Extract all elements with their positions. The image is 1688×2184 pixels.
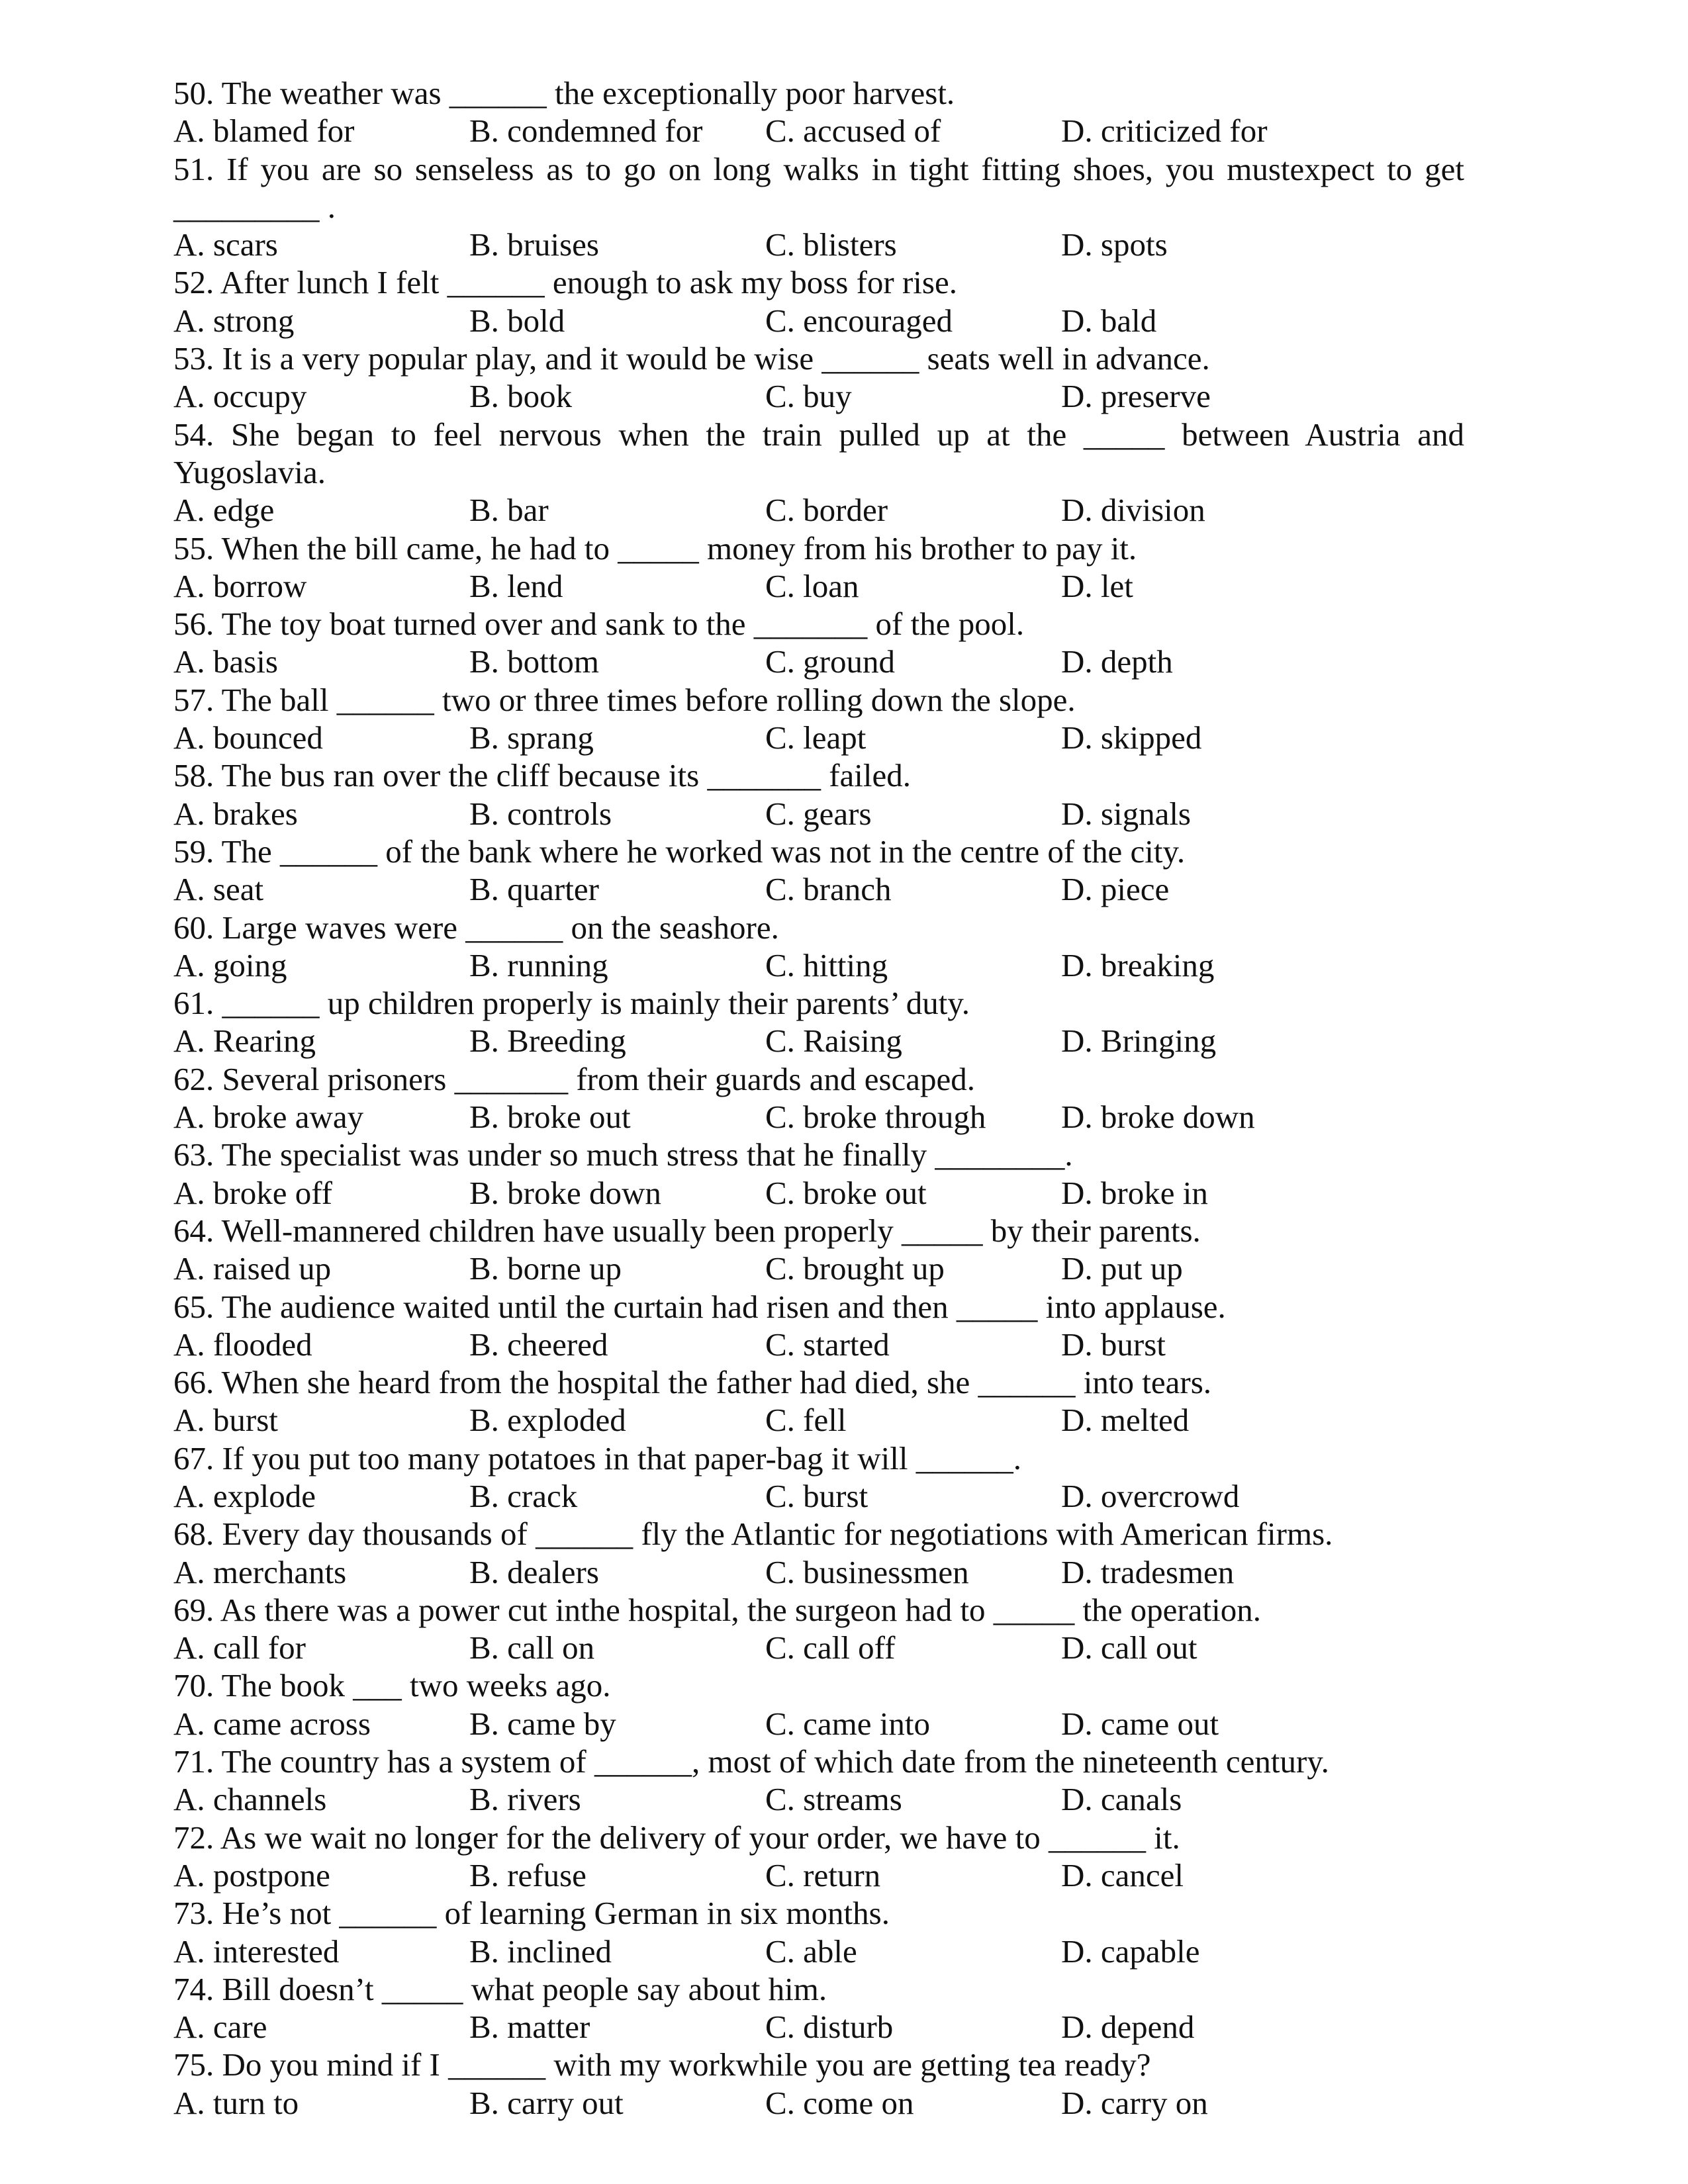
- answer-option-a: A. postpone: [173, 1856, 330, 1893]
- answer-options: [173, 302, 1464, 340]
- question-50: [173, 74, 1464, 150]
- answer-option-a: A. Rearing: [173, 1023, 316, 1060]
- exercise-page: [173, 74, 1464, 2122]
- question-71: [173, 1743, 1464, 1819]
- answer-option-b: B. controls: [469, 795, 612, 832]
- answer-option-c: C. burst: [765, 1477, 868, 1514]
- answer-option-b: B. lend: [469, 567, 563, 604]
- answer-options: [173, 491, 1464, 529]
- answer-option-c: C. buy: [765, 378, 852, 415]
- answer-option-d: D. burst: [1061, 1326, 1166, 1363]
- answer-option-d: D. signals: [1061, 795, 1191, 832]
- answer-options: [173, 1629, 1464, 1666]
- answer-option-b: B. quarter: [469, 871, 599, 908]
- answer-option-b: B. bar: [469, 492, 549, 529]
- answer-option-a: A. going: [173, 946, 287, 983]
- answer-option-a: A. explode: [173, 1477, 316, 1514]
- answer-options: [173, 1705, 1464, 1743]
- answer-option-b: B. exploded: [469, 1402, 626, 1439]
- question-stem: 65. The audience waited until the curtain had risen and then _____ into applause.: [173, 1288, 1226, 1325]
- question-stem: 61. ______ up children properly is mainly their parents’ duty.: [173, 985, 970, 1022]
- answer-option-d: D. canals: [1061, 1781, 1182, 1818]
- answer-option-c: C. blisters: [765, 226, 897, 263]
- answer-option-a: A. borrow: [173, 567, 307, 604]
- answer-option-d: D. preserve: [1061, 378, 1211, 415]
- answer-option-c: C. broke out: [765, 1174, 927, 1211]
- answer-option-b: B. rivers: [469, 1781, 581, 1818]
- question-70: [173, 1666, 1464, 1743]
- question-69: [173, 1591, 1464, 1667]
- answer-option-c: C. hitting: [765, 946, 888, 983]
- question-stem: 73. He’s not ______ of learning German in six months.: [173, 1895, 890, 1932]
- answer-option-a: A. brakes: [173, 795, 298, 832]
- answer-option-a: A. strong: [173, 302, 295, 339]
- answer-option-a: A. turn to: [173, 2084, 299, 2121]
- answer-option-c: C. fell: [765, 1402, 847, 1439]
- question-stem: 70. The book ___ two weeks ago.: [173, 1667, 611, 1704]
- answer-option-c: C. border: [765, 492, 888, 529]
- answer-option-c: C. Raising: [765, 1023, 902, 1060]
- answer-option-a: A. raised up: [173, 1250, 332, 1287]
- answer-options: [173, 377, 1464, 415]
- question-stem: 67. If you put too many potatoes in that paper-bag it will ______.: [173, 1439, 1021, 1477]
- answer-option-c: C. started: [765, 1326, 890, 1363]
- question-stem: 53. It is a very popular play, and it would be wise ______ seats well in advance.: [173, 340, 1210, 377]
- question-stem: 56. The toy boat turned over and sank to the _______ of the pool.: [173, 606, 1025, 643]
- answer-option-d: D. cancel: [1061, 1856, 1184, 1893]
- answer-options: [173, 643, 1464, 680]
- question-stem: 54. She began to feel nervous when the train pulled up at the _____ between Austria and: [173, 416, 1464, 453]
- question-51: [173, 150, 1464, 264]
- question-65: [173, 1288, 1464, 1364]
- answer-options: [173, 112, 1464, 150]
- question-60: [173, 909, 1464, 985]
- answer-option-b: B. cheered: [469, 1326, 608, 1363]
- answer-options: [173, 1780, 1464, 1818]
- question-53: [173, 340, 1464, 416]
- answer-option-d: D. put up: [1061, 1250, 1183, 1287]
- answer-options: [173, 1098, 1464, 1136]
- answer-option-c: C. gears: [765, 795, 872, 832]
- answer-option-b: B. running: [469, 946, 608, 983]
- answer-option-c: C. accused of: [765, 113, 941, 150]
- answer-option-d: D. melted: [1061, 1402, 1190, 1439]
- answer-option-b: B. call on: [469, 1629, 595, 1666]
- answer-option-b: B. came by: [469, 1705, 616, 1742]
- answer-option-a: A. occupy: [173, 378, 307, 415]
- answer-option-a: A. broke off: [173, 1174, 332, 1211]
- question-66: [173, 1363, 1464, 1439]
- answer-option-a: A. flooded: [173, 1326, 312, 1363]
- question-stem: 52. After lunch I felt ______ enough to ask my boss for rise.: [173, 264, 957, 301]
- answer-options: [173, 1250, 1464, 1287]
- answer-option-b: B. sprang: [469, 719, 594, 756]
- answer-option-d: D. depth: [1061, 643, 1173, 680]
- question-stem: 71. The country has a system of ______, most of which date from the nineteenth century.: [173, 1743, 1329, 1780]
- answer-options: [173, 946, 1464, 984]
- answer-options: [173, 870, 1464, 908]
- answer-option-b: B. bruises: [469, 226, 599, 263]
- answer-option-b: B. condemned for: [469, 113, 703, 150]
- answer-option-d: D. division: [1061, 492, 1205, 529]
- question-stem: 62. Several prisoners _______ from their guards and escaped.: [173, 1060, 976, 1097]
- answer-option-c: C. encouraged: [765, 302, 953, 339]
- answer-options: [173, 2008, 1464, 2046]
- answer-option-b: B. refuse: [469, 1856, 586, 1893]
- answer-option-a: A. came across: [173, 1705, 371, 1742]
- answer-option-d: D. tradesmen: [1061, 1553, 1235, 1590]
- answer-option-d: D. capable: [1061, 1933, 1200, 1970]
- answer-option-a: A. merchants: [173, 1553, 347, 1590]
- question-61: [173, 984, 1464, 1060]
- question-57: [173, 681, 1464, 757]
- answer-option-b: B. broke out: [469, 1099, 631, 1136]
- answer-option-b: B. inclined: [469, 1933, 612, 1970]
- question-stem: 68. Every day thousands of ______ fly the Atlantic for negotiations with American firms.: [173, 1516, 1333, 1553]
- question-stem: 50. The weather was ______ the exceptionally poor harvest.: [173, 75, 955, 111]
- answer-option-c: C. streams: [765, 1781, 902, 1818]
- answer-option-d: D. piece: [1061, 871, 1170, 908]
- question-stem: 51. If you are so senseless as to go on long walks in tight fitting shoes, you mustexpect to get: [173, 150, 1464, 187]
- answer-option-d: D. spots: [1061, 226, 1168, 263]
- answer-option-d: D. breaking: [1061, 946, 1215, 983]
- question-stem: 55. When the bill came, he had to _____ money from his brother to pay it.: [173, 529, 1137, 567]
- answer-option-b: B. carry out: [469, 2084, 624, 2121]
- answer-option-b: B. matter: [469, 2009, 590, 2046]
- answer-options: [173, 719, 1464, 756]
- answer-options: [173, 2084, 1464, 2122]
- answer-option-c: C. broke through: [765, 1099, 986, 1136]
- question-56: [173, 605, 1464, 681]
- answer-options: [173, 567, 1464, 605]
- answer-option-c: C. ground: [765, 643, 895, 680]
- answer-options: [173, 1326, 1464, 1363]
- question-72: [173, 1819, 1464, 1895]
- answer-option-c: C. disturb: [765, 2009, 894, 2046]
- answer-option-b: B. broke down: [469, 1174, 661, 1211]
- question-58: [173, 756, 1464, 833]
- answer-option-d: D. bald: [1061, 302, 1157, 339]
- answer-options: [173, 795, 1464, 833]
- answer-option-d: D. carry on: [1061, 2084, 1208, 2121]
- question-63: [173, 1136, 1464, 1212]
- question-stem-continued: _________ .: [173, 188, 336, 225]
- answer-options: [173, 1022, 1464, 1060]
- question-67: [173, 1439, 1464, 1516]
- answer-option-d: D. Bringing: [1061, 1023, 1217, 1060]
- question-stem: 57. The ball ______ two or three times before rolling down the slope.: [173, 681, 1076, 718]
- answer-option-b: B. dealers: [469, 1553, 599, 1590]
- answer-option-d: D. came out: [1061, 1705, 1219, 1742]
- answer-option-b: B. crack: [469, 1477, 578, 1514]
- question-stem: 59. The ______ of the bank where he worked was not in the centre of the city.: [173, 833, 1186, 870]
- question-stem: 75. Do you mind if I ______ with my workwhile you are getting tea ready?: [173, 2046, 1151, 2083]
- answer-option-a: A. interested: [173, 1933, 340, 1970]
- answer-options: [173, 1477, 1464, 1515]
- answer-option-a: A. edge: [173, 492, 275, 529]
- question-75: [173, 2046, 1464, 2122]
- answer-option-b: B. bottom: [469, 643, 600, 680]
- answer-option-d: D. overcrowd: [1061, 1477, 1240, 1514]
- answer-option-c: C. come on: [765, 2084, 914, 2121]
- answer-options: [173, 1933, 1464, 1970]
- question-stem-continued: Yugoslavia.: [173, 453, 326, 490]
- question-stem: 63. The specialist was under so much stress that he finally ________.: [173, 1136, 1073, 1173]
- question-74: [173, 1970, 1464, 2046]
- question-55: [173, 529, 1464, 606]
- question-73: [173, 1894, 1464, 1970]
- answer-option-a: A. seat: [173, 871, 264, 908]
- question-64: [173, 1212, 1464, 1288]
- question-stem: 60. Large waves were ______ on the seashore.: [173, 909, 779, 946]
- question-52: [173, 263, 1464, 340]
- answer-option-a: A. call for: [173, 1629, 306, 1666]
- answer-option-d: D. criticized for: [1061, 113, 1268, 150]
- answer-option-d: D. broke in: [1061, 1174, 1208, 1211]
- answer-options: [173, 226, 1464, 263]
- answer-option-c: C. leapt: [765, 719, 867, 756]
- question-stem: 58. The bus ran over the cliff because its _______ failed.: [173, 757, 911, 794]
- answer-option-d: D. let: [1061, 567, 1133, 604]
- answer-option-d: D. skipped: [1061, 719, 1202, 756]
- answer-option-a: A. blamed for: [173, 113, 355, 150]
- answer-option-d: D. broke down: [1061, 1099, 1255, 1136]
- answer-options: [173, 1401, 1464, 1439]
- answer-option-a: A. scars: [173, 226, 278, 263]
- answer-option-c: C. call off: [765, 1629, 896, 1666]
- answer-option-d: D. depend: [1061, 2009, 1195, 2046]
- answer-option-c: C. branch: [765, 871, 892, 908]
- answer-option-d: D. call out: [1061, 1629, 1197, 1666]
- question-54: [173, 416, 1464, 529]
- answer-options: [173, 1174, 1464, 1212]
- question-stem: 69. As there was a power cut inthe hospital, the surgeon had to _____ the operation.: [173, 1591, 1261, 1628]
- answer-option-c: C. brought up: [765, 1250, 945, 1287]
- answer-option-a: A. care: [173, 2009, 267, 2046]
- question-68: [173, 1515, 1464, 1591]
- answer-option-b: B. borne up: [469, 1250, 622, 1287]
- answer-options: [173, 1856, 1464, 1894]
- question-stem: 74. Bill doesn’t _____ what people say about him.: [173, 1970, 827, 2007]
- answer-option-c: C. came into: [765, 1705, 931, 1742]
- answer-option-a: A. broke away: [173, 1099, 364, 1136]
- question-59: [173, 833, 1464, 909]
- question-stem: 66. When she heard from the hospital the father had died, she ______ into tears.: [173, 1364, 1212, 1401]
- answer-option-c: C. able: [765, 1933, 857, 1970]
- answer-option-c: C. return: [765, 1856, 881, 1893]
- answer-option-b: B. book: [469, 378, 573, 415]
- answer-option-c: C. loan: [765, 567, 859, 604]
- answer-options: [173, 1553, 1464, 1591]
- question-62: [173, 1060, 1464, 1136]
- question-stem: 64. Well-mannered children have usually been properly _____ by their parents.: [173, 1212, 1201, 1249]
- question-stem: 72. As we wait no longer for the delivery of your order, we have to ______ it.: [173, 1819, 1180, 1856]
- answer-option-a: A. burst: [173, 1402, 278, 1439]
- answer-option-c: C. businessmen: [765, 1553, 969, 1590]
- answer-option-a: A. bounced: [173, 719, 323, 756]
- answer-option-a: A. basis: [173, 643, 278, 680]
- answer-option-b: B. Breeding: [469, 1023, 626, 1060]
- answer-option-b: B. bold: [469, 302, 565, 339]
- answer-option-a: A. channels: [173, 1781, 327, 1818]
